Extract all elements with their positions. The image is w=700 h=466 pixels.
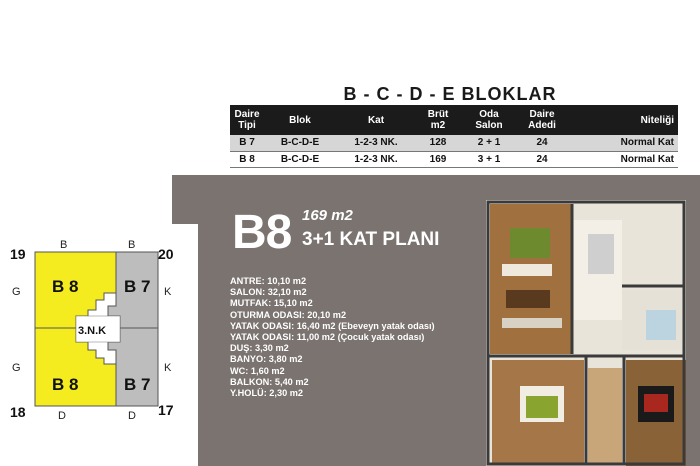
kitchen-counter xyxy=(502,318,562,328)
living-rug xyxy=(510,228,550,258)
corner-number-bottom-right: 17 xyxy=(158,402,174,418)
cell-kat: 1-2-3 NK. xyxy=(336,135,416,151)
header-text: Tipi xyxy=(238,120,256,131)
list-item: YATAK ODASI: 11,00 m2 (Çocuk yatak odası) xyxy=(230,332,425,343)
list-item: BALKON: 5,40 m2 xyxy=(230,376,309,387)
cell-blok: B-C-D-E xyxy=(264,135,336,151)
cell-daire-adedi: 24 xyxy=(518,151,566,167)
unit-label-top-right: B 7 xyxy=(124,277,151,296)
header-text: Daire xyxy=(234,109,260,120)
corner-number-top-left: 19 xyxy=(10,246,26,262)
living-room xyxy=(490,204,572,354)
list-item: BANYO: 3,80 m2 xyxy=(230,354,303,365)
cell-daire-tipi: B 8 xyxy=(230,151,264,167)
side-label-bottom: D xyxy=(128,410,136,422)
header-text: Salon xyxy=(475,120,503,131)
col-header-kat xyxy=(336,105,416,135)
block-key-plan xyxy=(0,238,185,428)
room-areas-list xyxy=(230,276,435,399)
cell-nitelik: Normal Kat xyxy=(566,135,678,151)
cell-daire-adedi: 24 xyxy=(518,135,566,151)
side-label-left: G xyxy=(12,286,21,298)
bed-blanket xyxy=(526,396,558,418)
col-header-daire-tipi xyxy=(230,105,264,135)
table-row xyxy=(230,151,678,167)
cell-oda-salon: 2 + 1 xyxy=(460,135,518,151)
unit-label-top-left: B 8 xyxy=(52,277,79,296)
stair-core xyxy=(588,234,614,274)
key-plan-drawing xyxy=(0,238,185,428)
corner-number-top-right: 20 xyxy=(158,246,174,262)
col-header-nitelik xyxy=(566,105,678,135)
unit-label-bottom-left: B 8 xyxy=(52,375,79,394)
side-label-left: G xyxy=(12,362,21,374)
floor-plan-rendering xyxy=(468,190,700,466)
cell-daire-tipi: B 7 xyxy=(230,135,264,151)
cell-blok: B-C-D-E xyxy=(264,151,336,167)
core-label: 3.N.K xyxy=(78,325,107,337)
bedroom-middle xyxy=(588,368,622,464)
list-item: WC: 1,60 m2 xyxy=(230,365,285,376)
header-text: Daire xyxy=(529,109,555,120)
header-text: Adedi xyxy=(528,120,556,131)
corner-number-bottom-left: 18 xyxy=(10,404,26,420)
unit-area: 169 m2 xyxy=(302,207,353,224)
list-item: YATAK ODASI: 16,40 m2 (Ebeveyn yatak odası) xyxy=(230,320,435,331)
table-header-row xyxy=(230,105,678,135)
cell-brut: 169 xyxy=(416,151,460,167)
blocks-title: B - C - D - E BLOKLAR xyxy=(343,84,557,104)
table-row xyxy=(230,135,678,151)
header-text: Brüt xyxy=(427,109,449,120)
sofa xyxy=(502,264,552,276)
cell-oda-salon: 3 + 1 xyxy=(460,151,518,167)
unit-spec-table xyxy=(230,105,678,168)
header-text: Kat xyxy=(367,114,385,126)
col-header-brut xyxy=(416,105,460,135)
side-label-bottom: D xyxy=(58,410,66,422)
side-label-right: K xyxy=(164,286,172,298)
header-text: m2 xyxy=(430,120,446,131)
cell-nitelik: Normal Kat xyxy=(566,151,678,167)
list-item: DUŞ: 3,30 m2 xyxy=(230,343,289,354)
list-item: ANTRE: 10,10 m2 xyxy=(230,276,307,286)
dining-table xyxy=(506,290,550,308)
header-text: Blok xyxy=(289,114,311,126)
header-text: Niteliği xyxy=(640,114,674,126)
list-item: Y.HOLÜ: 2,30 m2 xyxy=(230,388,304,399)
col-header-blok xyxy=(264,105,336,135)
unit-label-bottom-right: B 7 xyxy=(124,375,151,394)
wet-area xyxy=(646,310,676,340)
bed-right-accent xyxy=(644,394,668,412)
list-item: OTURMA ODASI: 20,10 m2 xyxy=(230,309,347,320)
cell-brut: 128 xyxy=(416,135,460,151)
unit-plan-title: 3+1 KAT PLANI xyxy=(302,229,440,250)
col-header-oda-salon xyxy=(460,105,518,135)
col-header-daire-adedi xyxy=(518,105,566,135)
side-label-top: B xyxy=(60,239,68,251)
list-item: SALON: 32,10 m2 xyxy=(230,287,307,298)
side-label-right: K xyxy=(164,362,172,374)
header-text: Oda xyxy=(479,109,499,120)
side-label-top: B xyxy=(128,239,136,251)
list-item: MUTFAK: 15,10 m2 xyxy=(230,298,313,309)
unit-code: B8 xyxy=(232,206,292,259)
cell-kat: 1-2-3 NK. xyxy=(336,151,416,167)
